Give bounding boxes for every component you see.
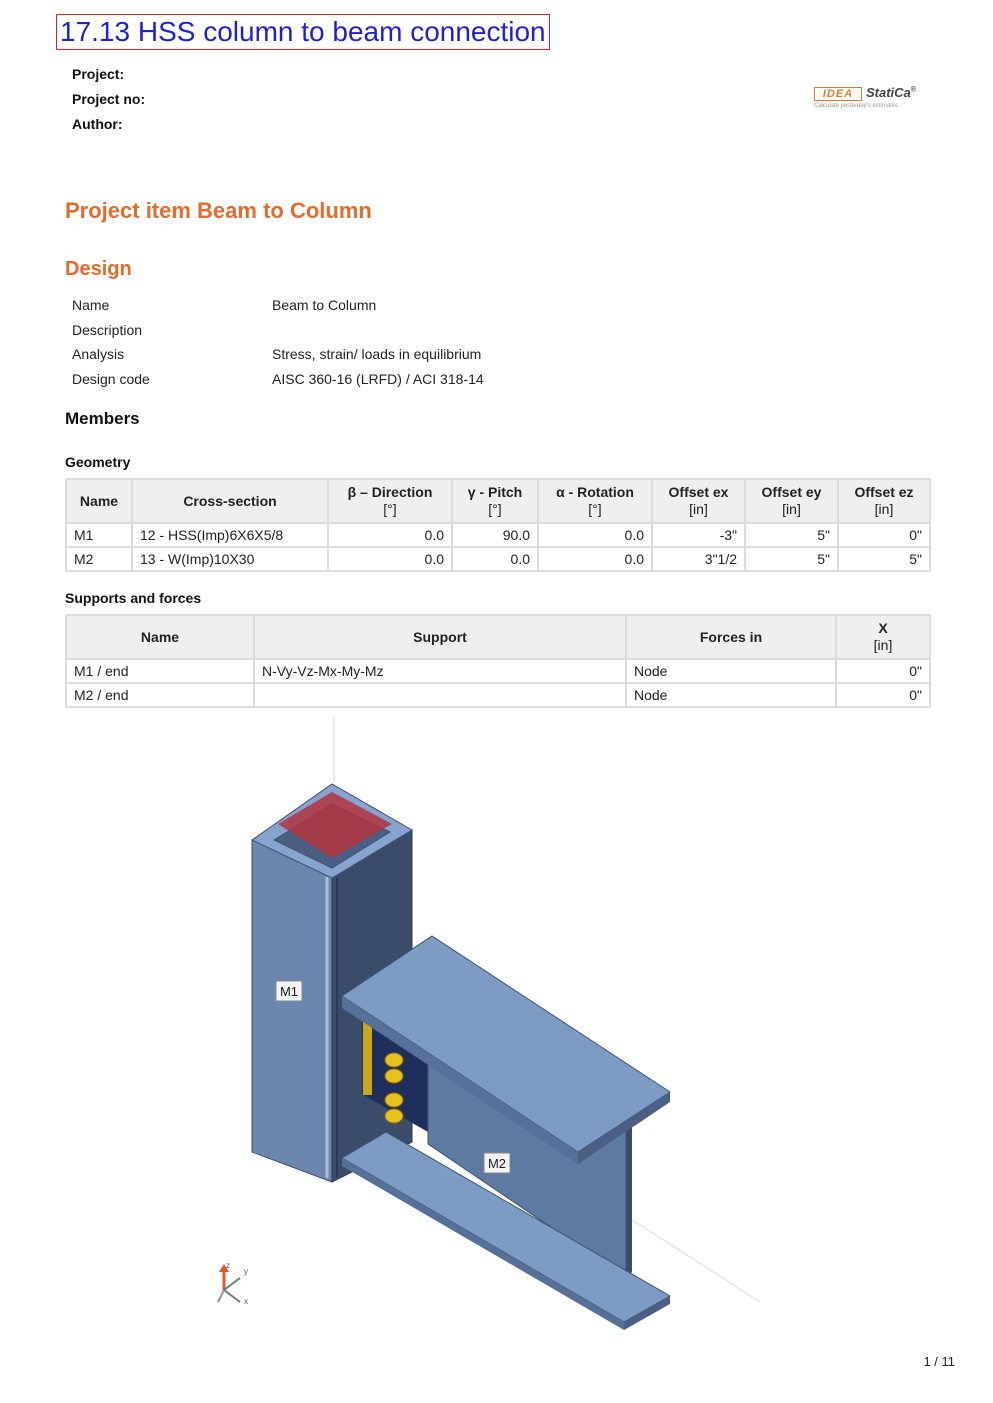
table-cell: 5" [745, 523, 838, 547]
table-cell: 12 - HSS(Imp)6X6X5/8 [132, 523, 328, 547]
table-row [66, 523, 930, 547]
table-cell: Node [626, 683, 836, 707]
author-label: Author: [72, 116, 123, 132]
section-title: Project item Beam to Column [65, 198, 372, 223]
svg-text:M2: M2 [487, 1156, 507, 1171]
geometry-col-header: Cross-section [132, 479, 328, 523]
table-cell: 0.0 [452, 547, 538, 571]
svg-text:z: z [226, 1261, 230, 1270]
page-number: 1 / 11 [923, 1354, 955, 1369]
supports-col-header: Support [254, 615, 626, 659]
table-cell: 0.0 [538, 523, 652, 547]
supports-col-header: Forces in [626, 615, 836, 659]
supports-header-row [66, 615, 930, 659]
table-cell: 0" [838, 523, 930, 547]
member-label-m1 [276, 981, 302, 1001]
table-cell: M1 / end [66, 659, 254, 683]
idea-statica-logo [814, 85, 924, 115]
table-cell: 90.0 [452, 523, 538, 547]
design-analysis-label: Analysis [72, 346, 125, 362]
logo-wordmark: StatiCa® [866, 85, 916, 100]
geometry-col-header: β – Direction [°] [328, 479, 452, 523]
supports-col-header: X [in] [836, 615, 930, 659]
table-row [66, 683, 930, 707]
supports-col-header: Name [66, 615, 254, 659]
table-cell: 5" [745, 547, 838, 571]
bolt-icon [385, 1093, 403, 1107]
document-title: 17.13 HSS column to beam connection [56, 14, 550, 50]
table-cell: M1 [66, 523, 132, 547]
table-row [66, 659, 930, 683]
bolt-icon [385, 1109, 403, 1123]
table-cell: 0" [836, 683, 930, 707]
table-cell: 0.0 [538, 547, 652, 571]
bolt-icon [385, 1069, 403, 1083]
design-heading: Design [65, 258, 132, 280]
project-no-label: Project no: [72, 91, 146, 107]
design-name-value: Beam to Column [272, 297, 377, 313]
design-code-label: Design code [72, 371, 150, 387]
design-code-value: AISC 360-16 (LRFD) / ACI 318-14 [272, 371, 484, 387]
table-cell: 5" [838, 547, 930, 571]
table-cell: -3" [652, 523, 745, 547]
table-cell: Node [626, 659, 836, 683]
geometry-heading: Geometry [65, 454, 131, 470]
project-label: Project: [72, 66, 125, 82]
table-cell: 0.0 [328, 547, 452, 571]
members-heading: Members [65, 409, 140, 428]
supports-table [65, 614, 931, 708]
table-cell: 0.0 [328, 523, 452, 547]
table-cell: 13 - W(Imp)10X30 [132, 547, 328, 571]
geometry-col-header: Offset ez [in] [838, 479, 930, 523]
svg-text:M1: M1 [279, 984, 299, 999]
geometry-col-header: Offset ex [in] [652, 479, 745, 523]
geometry-col-header: Name [66, 479, 132, 523]
geometry-header-row [66, 479, 930, 523]
table-cell: N-Vy-Vz-Mx-My-Mz [254, 659, 626, 683]
table-row [66, 547, 930, 571]
bolt-icon [385, 1053, 403, 1067]
table-cell: 0" [836, 659, 930, 683]
logo-tagline: Calculate yesterday's estimates [814, 103, 899, 109]
member-label-m2 [484, 1153, 510, 1173]
geometry-col-header: α - Rotation [°] [538, 479, 652, 523]
geometry-col-header: Offset ey [in] [745, 479, 838, 523]
svg-text:y: y [244, 1267, 248, 1276]
logo-box: IDEA [814, 87, 862, 101]
design-analysis-value: Stress, strain/ loads in equilibrium [272, 346, 482, 362]
table-cell: M2 [66, 547, 132, 571]
design-description-label: Description [72, 322, 143, 338]
table-cell: 3"1/2 [652, 547, 745, 571]
connection-3d-view [180, 712, 780, 1342]
axis-triad-icon [218, 1261, 248, 1306]
supports-heading: Supports and forces [65, 590, 202, 606]
table-cell [254, 683, 626, 707]
svg-text:x: x [244, 1297, 248, 1306]
design-name-label: Name [72, 297, 110, 313]
geometry-table [65, 478, 931, 572]
geometry-col-header: γ - Pitch [°] [452, 479, 538, 523]
table-cell: M2 / end [66, 683, 254, 707]
